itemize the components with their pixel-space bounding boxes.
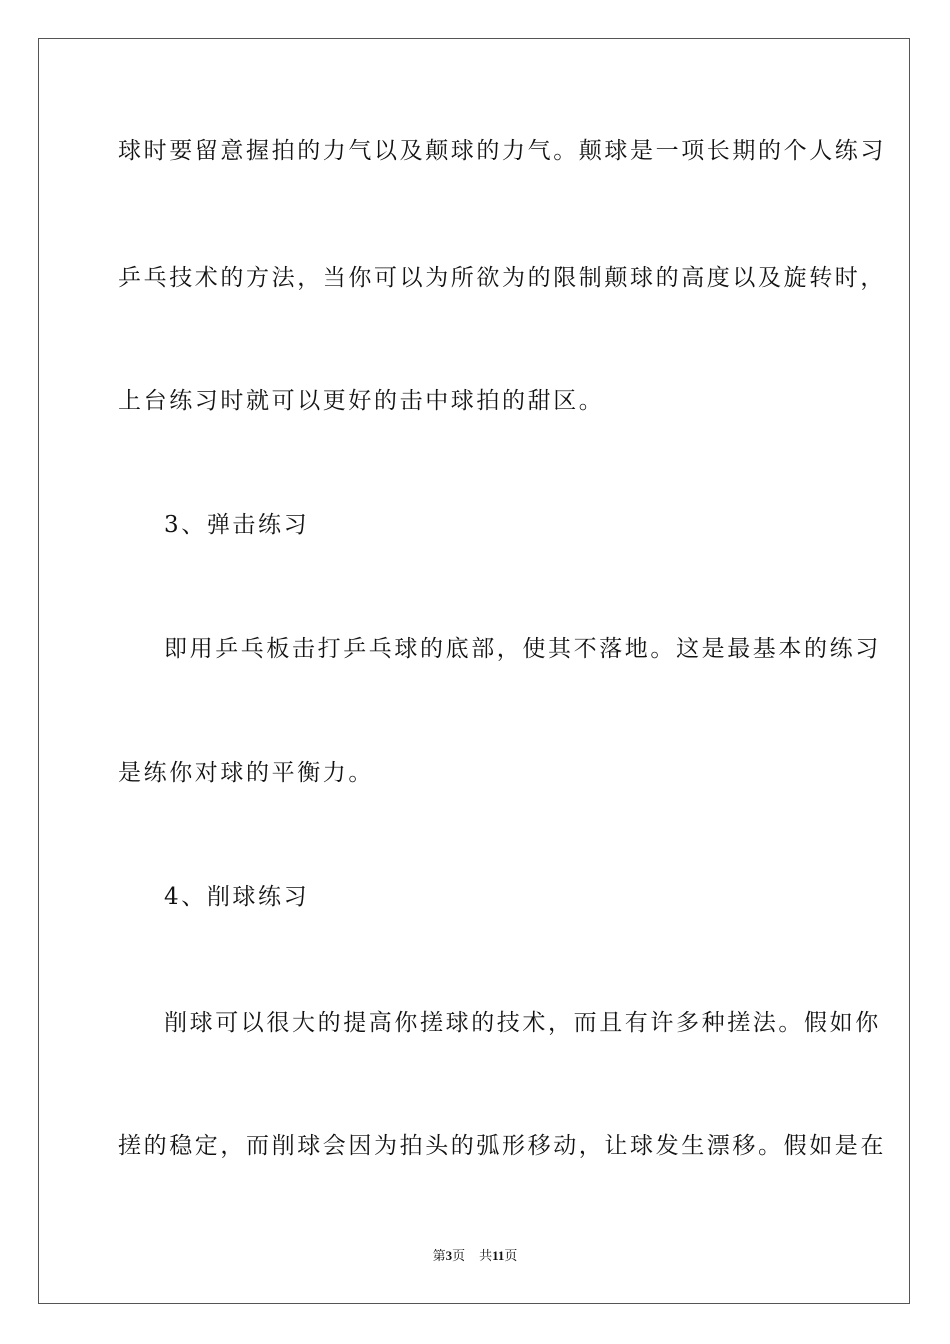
section-heading: 3、弹击练习 [164, 512, 310, 538]
paragraph-line: 是练你对球的平衡力。 [118, 760, 374, 786]
footer-page-number: 3 [445, 1248, 453, 1263]
section-heading: 4、削球练习 [164, 884, 310, 910]
paragraph-line: 上台练习时就可以更好的击中球拍的甜区。 [118, 388, 605, 414]
paragraph-line: 搓的稳定，而削球会因为拍头的弧形移动，让球发生漂移。假如是在 [118, 1133, 886, 1159]
paragraph-line: 球时要留意握拍的力气以及颠球的力气。颠球是一项长期的个人练习 [118, 138, 886, 164]
footer-page-prefix: 第 [432, 1248, 446, 1263]
footer-total-pages: 11 [492, 1248, 505, 1263]
footer-total-prefix: 共 [479, 1248, 493, 1263]
paragraph-line: 削球可以很大的提高你搓球的技术，而且有许多种搓法。假如你 [164, 1010, 881, 1036]
footer-total-suffix: 页 [504, 1248, 518, 1263]
paragraph-line: 乒乓技术的方法，当你可以为所欲为的限制颠球的高度以及旋转时， [118, 265, 886, 291]
page-border [38, 38, 910, 1304]
footer-page-suffix: 页 [452, 1248, 466, 1263]
page-footer [0, 1247, 950, 1265]
paragraph-line: 即用乒乓板击打乒乓球的底部，使其不落地。这是最基本的练习 [164, 636, 881, 662]
